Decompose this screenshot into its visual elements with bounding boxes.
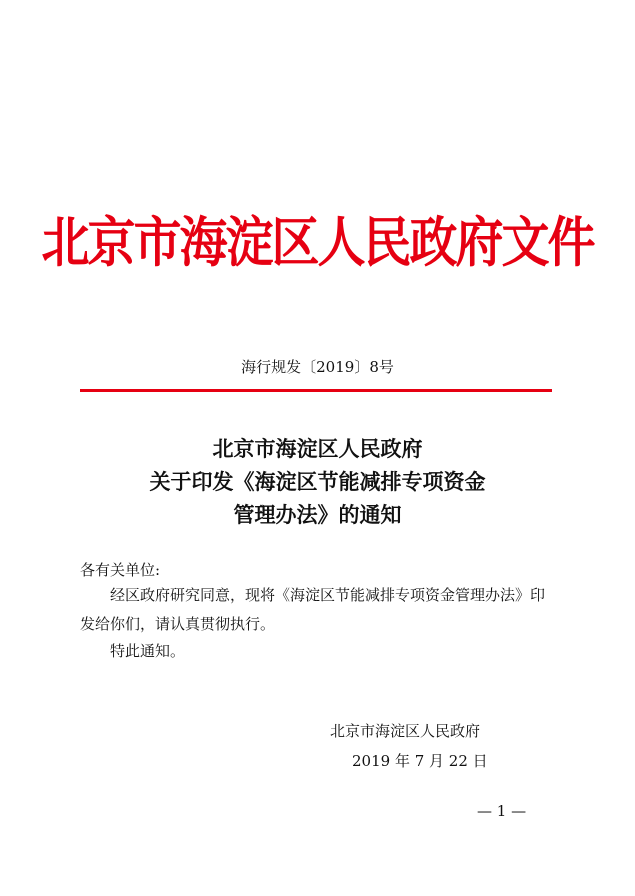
page-number: — 1 — bbox=[477, 802, 527, 820]
salutation: 各有关单位: bbox=[80, 561, 161, 579]
body-paragraph-2: 特此通知。 bbox=[110, 642, 186, 660]
notice-title bbox=[0, 432, 635, 531]
document-number: 海行规发〔2019〕8号 bbox=[241, 358, 394, 376]
issuing-authority: 北京市海淀区人民政府 bbox=[330, 722, 481, 740]
notice-title-line-2: 关于印发《海淀区节能减排专项资金 bbox=[149, 469, 486, 494]
body-paragraph-1: 经区政府研究同意，现将《海淀区节能减排专项资金管理办法》印发给你们，请认真贯彻执行。 bbox=[80, 586, 546, 633]
red-divider-line bbox=[80, 389, 552, 392]
issue-date: 2019 年 7 月 22 日 bbox=[352, 752, 488, 770]
notice-title-line-3: 管理办法》的通知 bbox=[233, 502, 402, 527]
masthead-title: 北京市海淀区人民政府文件 bbox=[41, 211, 594, 275]
notice-title-line-1: 北京市海淀区人民政府 bbox=[212, 436, 423, 461]
